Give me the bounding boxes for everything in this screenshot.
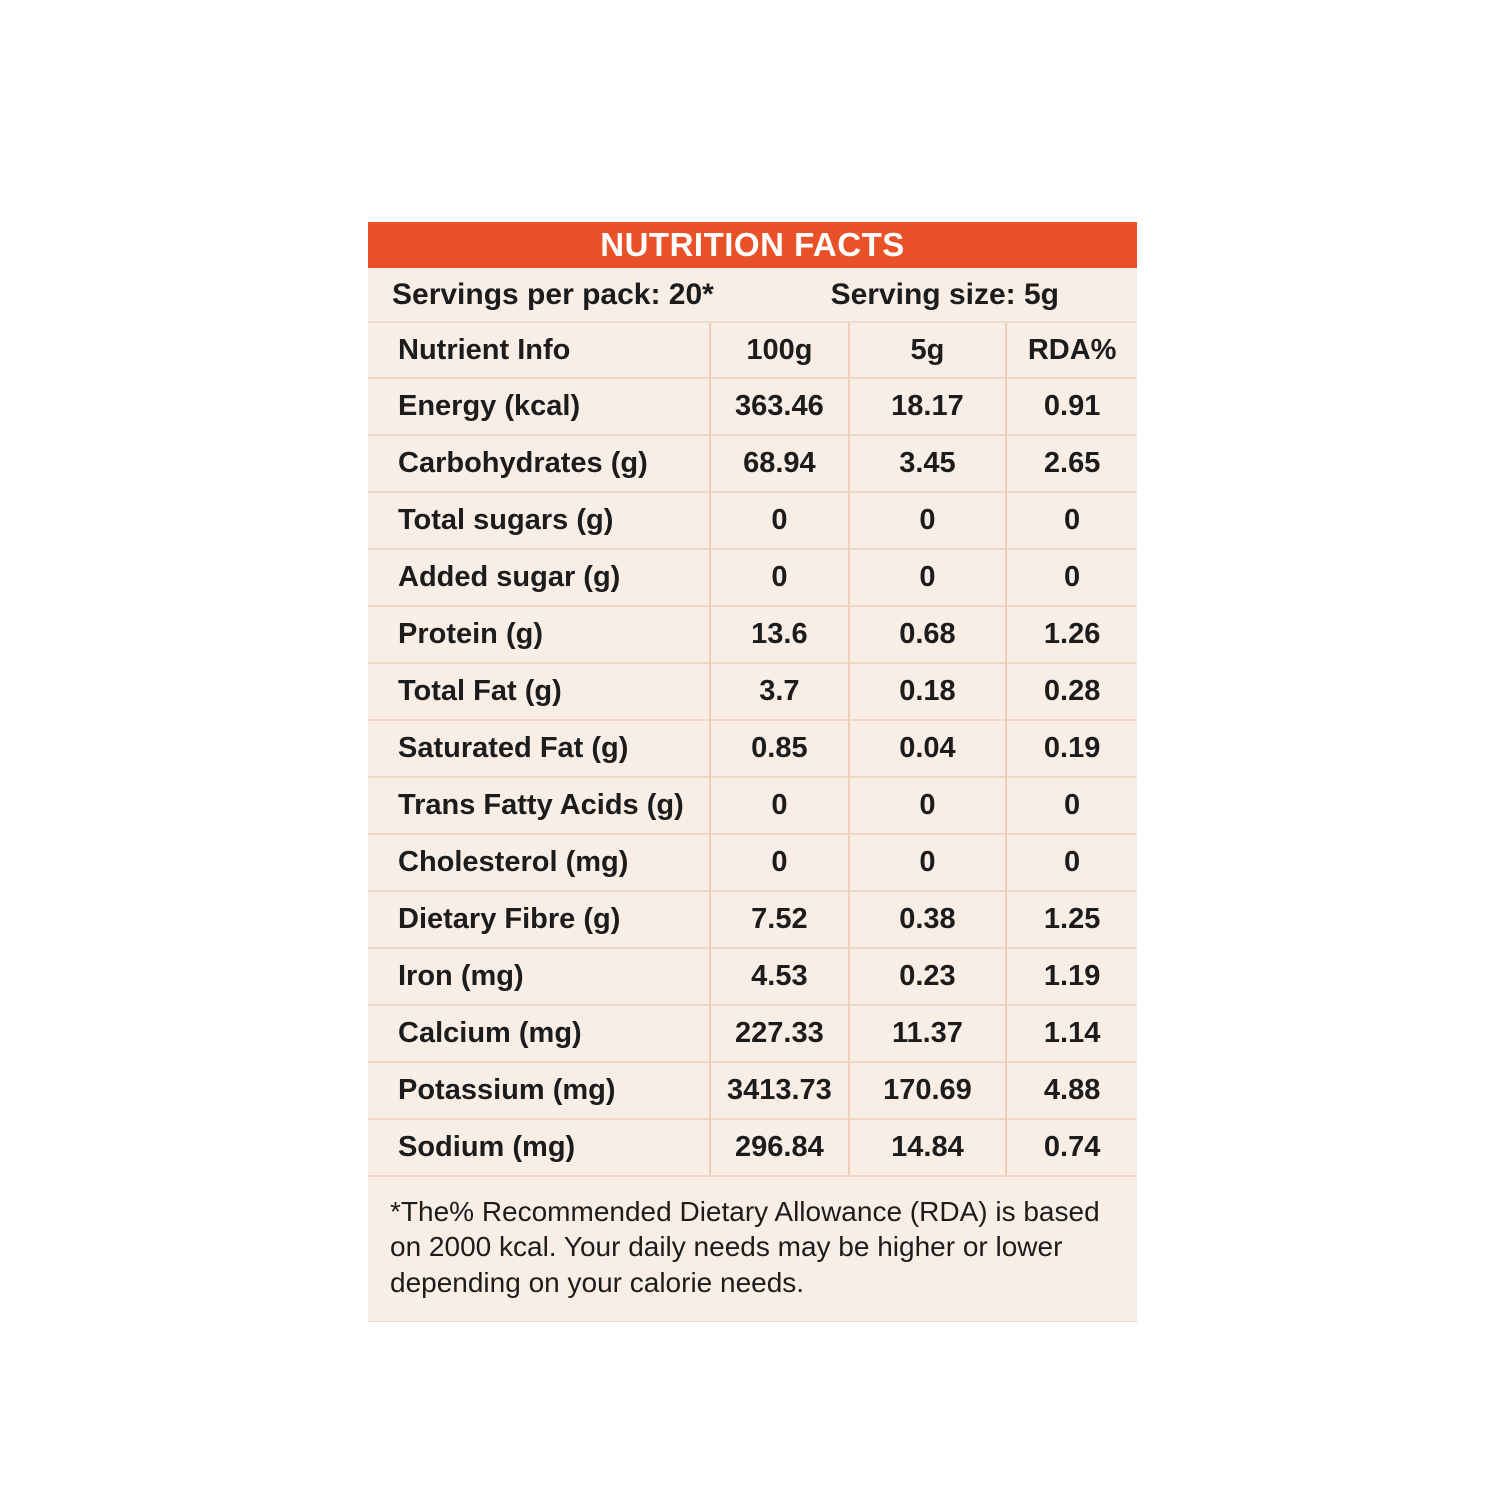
serving-info-row — [368, 268, 1137, 323]
header-rda: RDA% — [1006, 323, 1137, 378]
value-rda: 1.14 — [1006, 1005, 1137, 1062]
table-row — [368, 435, 1137, 492]
nutrient-label: Calcium (mg) — [368, 1005, 710, 1062]
nutrient-label: Cholesterol (mg) — [368, 834, 710, 891]
value-5g: 3.45 — [849, 435, 1007, 492]
value-5g: 170.69 — [849, 1062, 1007, 1119]
table-row — [368, 549, 1137, 606]
nutrition-facts-panel — [368, 222, 1137, 1322]
value-rda: 1.26 — [1006, 606, 1137, 663]
value-5g: 0 — [849, 549, 1007, 606]
value-100g: 0 — [710, 549, 848, 606]
value-5g: 14.84 — [849, 1119, 1007, 1175]
value-100g: 4.53 — [710, 948, 848, 1005]
table-row — [368, 606, 1137, 663]
nutrient-label: Protein (g) — [368, 606, 710, 663]
value-rda: 1.19 — [1006, 948, 1137, 1005]
serving-size-label: Serving size: 5g — [830, 277, 1059, 311]
table-row — [368, 948, 1137, 1005]
value-rda: 0.19 — [1006, 720, 1137, 777]
value-5g: 0 — [849, 777, 1007, 834]
value-5g: 0.23 — [849, 948, 1007, 1005]
value-100g: 0.85 — [710, 720, 848, 777]
value-100g: 3413.73 — [710, 1062, 848, 1119]
nutrient-label: Added sugar (g) — [368, 549, 710, 606]
value-100g: 7.52 — [710, 891, 848, 948]
value-rda: 0.91 — [1006, 378, 1137, 435]
value-5g: 11.37 — [849, 1005, 1007, 1062]
value-100g: 0 — [710, 834, 848, 891]
header-5g: 5g — [849, 323, 1007, 378]
value-rda: 0 — [1006, 834, 1137, 891]
value-100g: 13.6 — [710, 606, 848, 663]
nutrient-table-body — [368, 378, 1137, 1175]
rda-footnote: *The% Recommended Dietary Allowance (RDA) is based on 2000 kcal. Your daily needs may be higher or lower depending on your calorie needs. — [368, 1175, 1137, 1322]
value-5g: 0 — [849, 492, 1007, 549]
value-5g: 0.38 — [849, 891, 1007, 948]
value-rda: 2.65 — [1006, 435, 1137, 492]
value-rda: 0.74 — [1006, 1119, 1137, 1175]
nutrition-facts-title: NUTRITION FACTS — [368, 222, 1137, 268]
servings-per-pack-label: Servings per pack: 20* — [392, 277, 714, 311]
value-5g: 0.68 — [849, 606, 1007, 663]
table-row — [368, 777, 1137, 834]
value-100g: 0 — [710, 492, 848, 549]
nutrient-label: Total Fat (g) — [368, 663, 710, 720]
value-100g: 227.33 — [710, 1005, 848, 1062]
value-rda: 1.25 — [1006, 891, 1137, 948]
value-5g: 0 — [849, 834, 1007, 891]
nutrient-label: Trans Fatty Acids (g) — [368, 777, 710, 834]
value-5g: 0.04 — [849, 720, 1007, 777]
nutrient-label: Total sugars (g) — [368, 492, 710, 549]
nutrient-label: Saturated Fat (g) — [368, 720, 710, 777]
value-100g: 296.84 — [710, 1119, 848, 1175]
value-rda: 0.28 — [1006, 663, 1137, 720]
table-row — [368, 834, 1137, 891]
table-row — [368, 378, 1137, 435]
value-100g: 68.94 — [710, 435, 848, 492]
table-row — [368, 1005, 1137, 1062]
nutrient-table — [368, 323, 1137, 1175]
nutrient-label: Sodium (mg) — [368, 1119, 710, 1175]
header-nutrient-info: Nutrient Info — [398, 333, 571, 366]
value-rda: 0 — [1006, 549, 1137, 606]
value-rda: 0 — [1006, 777, 1137, 834]
value-rda: 4.88 — [1006, 1062, 1137, 1119]
nutrient-label: Potassium (mg) — [368, 1062, 710, 1119]
value-5g: 18.17 — [849, 378, 1007, 435]
nutrient-label: Energy (kcal) — [368, 378, 710, 435]
table-row — [368, 720, 1137, 777]
value-100g: 3.7 — [710, 663, 848, 720]
value-100g: 0 — [710, 777, 848, 834]
nutrient-label: Dietary Fibre (g) — [368, 891, 710, 948]
nutrient-label: Iron (mg) — [368, 948, 710, 1005]
value-100g: 363.46 — [710, 378, 848, 435]
nutrient-label: Carbohydrates (g) — [368, 435, 710, 492]
table-row — [368, 492, 1137, 549]
value-5g: 0.18 — [849, 663, 1007, 720]
table-row — [368, 891, 1137, 948]
table-row — [368, 1062, 1137, 1119]
value-rda: 0 — [1006, 492, 1137, 549]
nutrient-table-header — [368, 323, 1137, 378]
table-row — [368, 663, 1137, 720]
header-100g: 100g — [710, 323, 848, 378]
table-row — [368, 1119, 1137, 1175]
header-row — [368, 323, 1137, 378]
